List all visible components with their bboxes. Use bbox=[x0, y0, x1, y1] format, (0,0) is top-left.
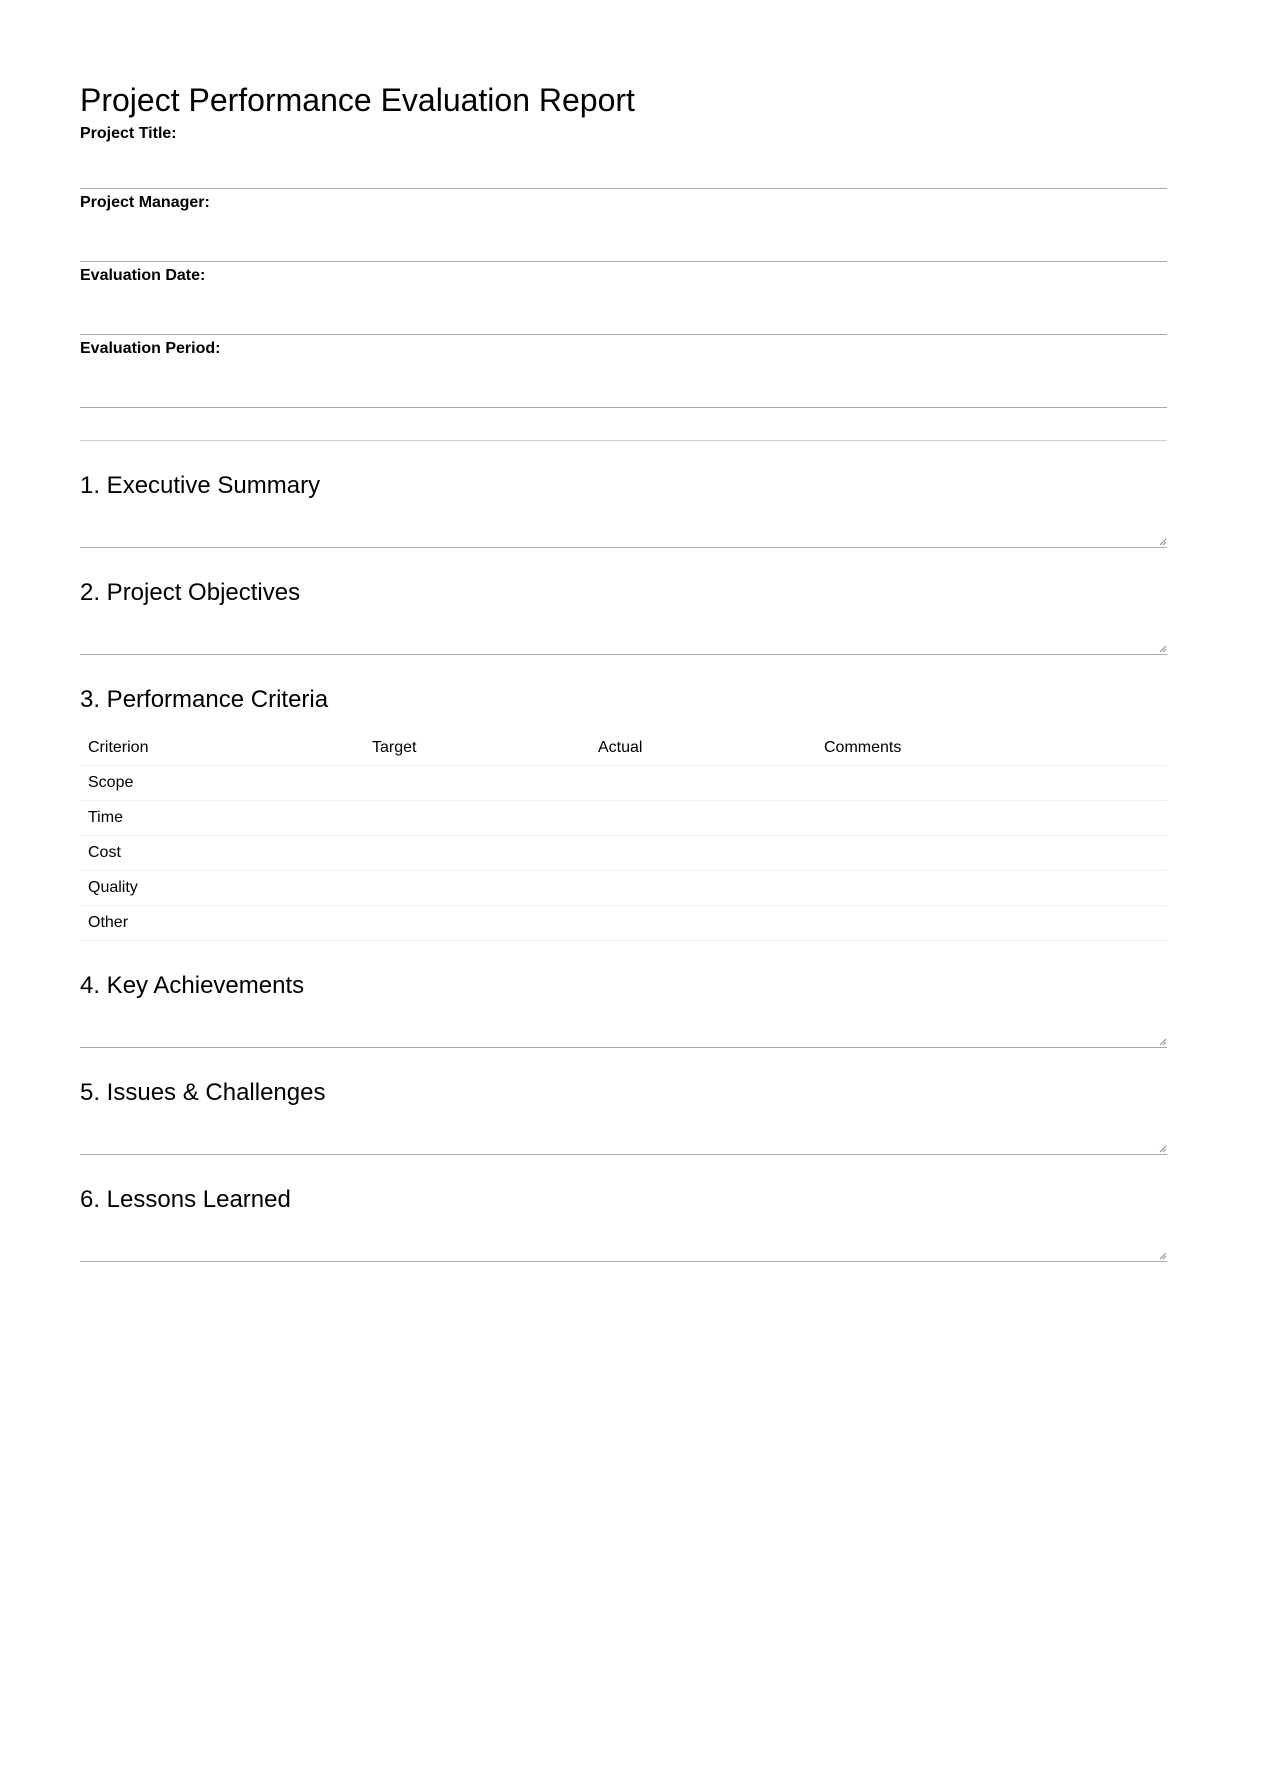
project-title-input[interactable] bbox=[80, 158, 1167, 189]
criterion-cell: Cost bbox=[80, 836, 364, 871]
project-title-label: Project Title: bbox=[80, 125, 177, 142]
column-header-actual: Actual bbox=[590, 731, 816, 766]
table-row bbox=[80, 801, 1167, 836]
criterion-cell: Quality bbox=[80, 871, 364, 906]
comments-cell[interactable] bbox=[816, 836, 1167, 871]
target-cell[interactable] bbox=[364, 766, 590, 801]
key-achievements-textarea-wrap bbox=[80, 1013, 1167, 1048]
project-manager-label: Project Manager: bbox=[80, 194, 210, 211]
column-header-criterion: Criterion bbox=[80, 731, 364, 766]
evaluation-period-field bbox=[80, 335, 1167, 408]
evaluation-date-input[interactable] bbox=[80, 304, 1167, 335]
actual-cell[interactable] bbox=[590, 906, 816, 941]
project-objectives-section bbox=[80, 548, 1167, 655]
criterion-cell: Time bbox=[80, 801, 364, 836]
evaluation-period-label: Evaluation Period: bbox=[80, 340, 221, 357]
actual-cell[interactable] bbox=[590, 766, 816, 801]
executive-summary-heading: 1. Executive Summary bbox=[80, 472, 321, 499]
actual-cell[interactable] bbox=[590, 871, 816, 906]
table-row bbox=[80, 871, 1167, 906]
performance-criteria-section bbox=[80, 655, 1167, 941]
key-achievements-heading: 4. Key Achievements bbox=[80, 972, 305, 999]
target-cell[interactable] bbox=[364, 906, 590, 941]
key-achievements-section bbox=[80, 941, 1167, 1048]
performance-criteria-table bbox=[80, 731, 1167, 941]
issues-challenges-textarea-wrap bbox=[80, 1120, 1167, 1155]
key-achievements-textarea[interactable] bbox=[80, 1013, 1167, 1047]
column-header-target: Target bbox=[364, 731, 590, 766]
evaluation-period-input[interactable] bbox=[80, 377, 1167, 408]
issues-challenges-textarea[interactable] bbox=[80, 1120, 1167, 1154]
lessons-learned-textarea-wrap bbox=[80, 1227, 1167, 1262]
table-header-row bbox=[80, 731, 1167, 766]
resize-handle-icon[interactable] bbox=[1158, 1251, 1167, 1260]
evaluation-date-label: Evaluation Date: bbox=[80, 267, 206, 284]
resize-handle-icon[interactable] bbox=[1158, 1037, 1167, 1046]
lessons-learned-textarea[interactable] bbox=[80, 1227, 1167, 1261]
project-objectives-textarea[interactable] bbox=[80, 620, 1167, 654]
comments-cell[interactable] bbox=[816, 766, 1167, 801]
target-cell[interactable] bbox=[364, 836, 590, 871]
actual-cell[interactable] bbox=[590, 801, 816, 836]
executive-summary-section bbox=[80, 441, 1167, 548]
project-title-field bbox=[80, 120, 1167, 189]
target-cell[interactable] bbox=[364, 871, 590, 906]
criterion-cell: Scope bbox=[80, 766, 364, 801]
evaluation-date-field bbox=[80, 262, 1167, 335]
executive-summary-textarea-wrap bbox=[80, 513, 1167, 548]
column-header-comments: Comments bbox=[816, 731, 1167, 766]
table-row bbox=[80, 906, 1167, 941]
project-objectives-heading: 2. Project Objectives bbox=[80, 579, 301, 606]
executive-summary-textarea[interactable] bbox=[80, 513, 1167, 547]
lessons-learned-section bbox=[80, 1155, 1167, 1262]
comments-cell[interactable] bbox=[816, 906, 1167, 941]
criterion-cell: Other bbox=[80, 906, 364, 941]
comments-cell[interactable] bbox=[816, 801, 1167, 836]
report-page bbox=[80, 0, 1167, 1262]
resize-handle-icon[interactable] bbox=[1158, 1144, 1167, 1153]
project-manager-field bbox=[80, 189, 1167, 262]
comments-cell[interactable] bbox=[816, 871, 1167, 906]
target-cell[interactable] bbox=[364, 801, 590, 836]
issues-challenges-heading: 5. Issues & Challenges bbox=[80, 1079, 326, 1106]
project-objectives-textarea-wrap bbox=[80, 620, 1167, 655]
resize-handle-icon[interactable] bbox=[1158, 644, 1167, 653]
performance-criteria-heading: 3. Performance Criteria bbox=[80, 686, 329, 713]
project-manager-input[interactable] bbox=[80, 231, 1167, 262]
actual-cell[interactable] bbox=[590, 836, 816, 871]
issues-challenges-section bbox=[80, 1048, 1167, 1155]
lessons-learned-heading: 6. Lessons Learned bbox=[80, 1186, 291, 1213]
page-title: Project Performance Evaluation Report bbox=[80, 82, 635, 118]
table-row bbox=[80, 836, 1167, 871]
resize-handle-icon[interactable] bbox=[1158, 537, 1167, 546]
table-row bbox=[80, 766, 1167, 801]
